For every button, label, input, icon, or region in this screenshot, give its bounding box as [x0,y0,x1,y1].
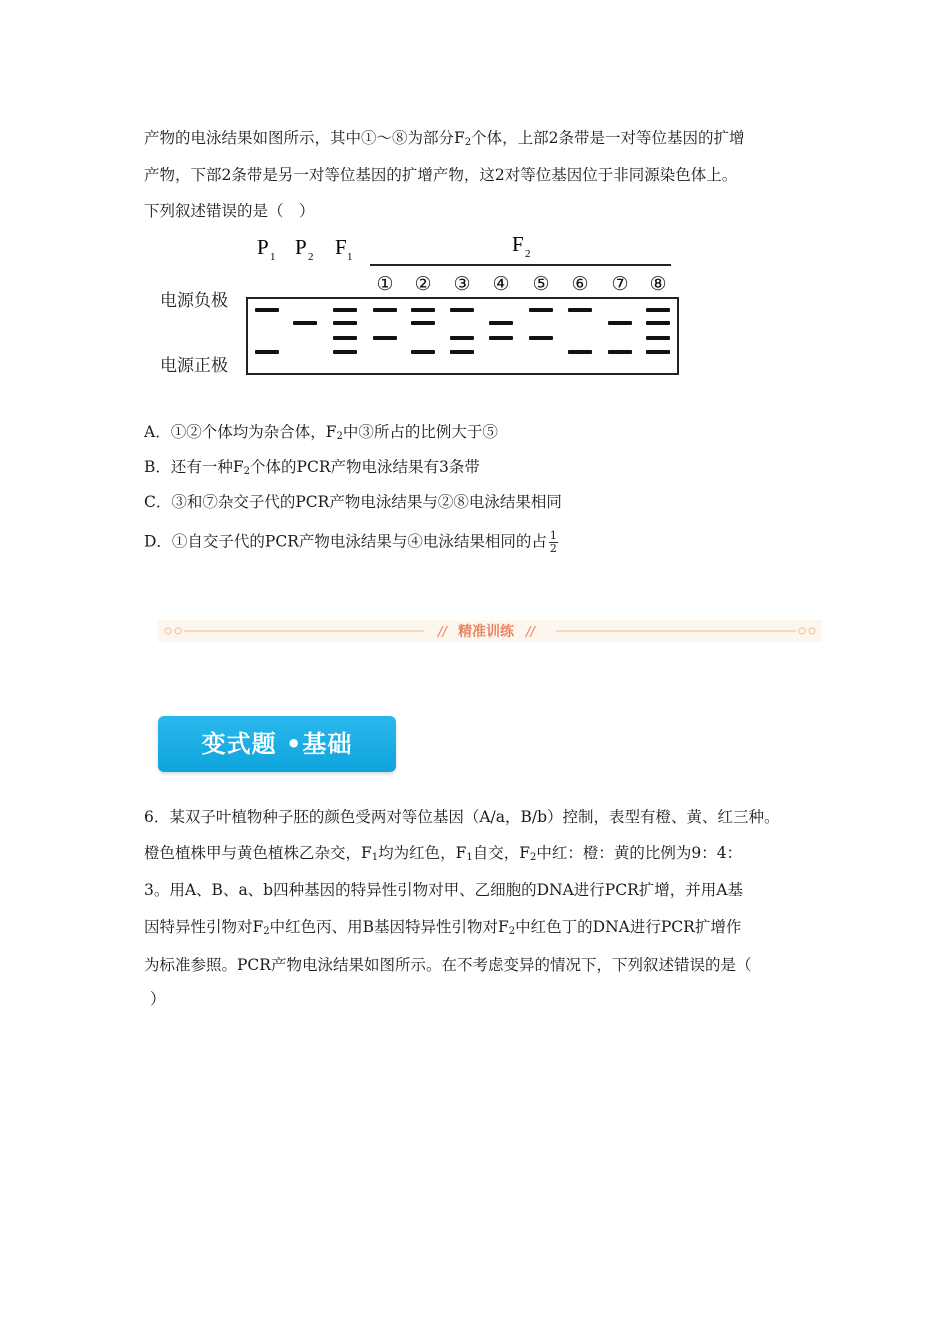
lane-label-4: ④ [492,273,510,295]
gel-band [411,308,435,312]
q6-line-3: 3。用A、B、a、b四种基因的特异性引物对甲、乙细胞的DNA进行PCR扩增，并用A基 [144,881,743,899]
section-divider [158,616,822,646]
lane-label-6: ⑥ [571,273,589,295]
gel-band [450,308,474,312]
gel-band [646,350,670,354]
option-d-text: D．①自交子代的PCR产物电泳结果与④电泳结果相同的占 [144,532,547,551]
q6-text: 中红色丙、用B基因特异性引物对F [269,918,509,936]
intro-text: 个体，上部2条带是一对等位基因的扩增 [471,129,745,147]
option-a-text: A．①②个体均为杂合体，F [144,423,337,441]
intro-line-1 [144,127,745,154]
gel-band [333,336,357,340]
q6-line-6: ） [150,990,166,1008]
label-p2: P [295,235,307,259]
option-c: C．③和⑦杂交子代的PCR产物电泳结果与②⑧电泳结果相同 [144,493,562,511]
gel-band [529,336,553,340]
gel-band [646,336,670,340]
gel-band [568,308,592,312]
gel-electrophoresis-figure [155,232,685,380]
subscript: 2 [336,431,343,442]
gel-band [333,321,357,325]
gel-band [489,321,513,325]
q6-line-4 [144,916,741,943]
lane-label-2: ② [414,273,432,295]
subscript: 2 [263,926,270,937]
fraction-numerator: 1 [549,529,557,542]
q6-line-2 [144,842,742,869]
gel-band [489,336,513,340]
fraction-denominator: 2 [549,542,557,555]
option-b [144,456,480,483]
q6-line-5: 为标准参照。PCR产物电泳结果如图所示。在不考虑变异的情况下，下列叙述错误的是（ [144,956,752,974]
gel-band [373,336,397,340]
subscript: 1 [371,852,379,863]
label-p1-sub: 1 [270,251,276,263]
lane-label-5: ⑤ [532,273,550,295]
intro-line-2: 产物，下部2条带是另一对等位基因的扩增产物，这2对等位基因位于非同源染色体上。 [144,166,738,184]
subscript: 1 [466,852,473,863]
option-b-text: B．还有一种F [144,458,244,476]
label-f2-sub: 2 [525,248,531,260]
gel-band [608,350,632,354]
label-f1: F [335,235,347,259]
subscript: 2 [464,137,472,148]
q6-text: 中红色丁的DNA进行PCR扩增作 [515,918,742,936]
option-a [144,421,498,448]
q6-text: 自交，F [472,844,531,862]
fraction-one-half [549,530,558,555]
lane-label-8: ⑧ [649,273,667,295]
label-f1-sub: 1 [347,251,353,263]
gel-band [255,350,279,354]
q6-text: 均为红色，F [378,844,467,862]
gel-band [646,321,670,325]
lane-label-1: ① [376,273,394,295]
option-a-text: 中③所占的比例大于⑤ [342,423,498,441]
variant-question-badge: 变式题 •基础 [158,716,396,772]
positive-pole-label: 电源正极 [160,356,228,376]
intro-line-3: 下列叙述错误的是（ ） [144,202,315,220]
divider-slash-icon: // [526,625,535,640]
subscript: 2 [243,466,251,477]
gel-band [373,308,397,312]
q6-text: 中红：橙：黄的比例为9：4： [536,844,743,862]
lane-label-3: ③ [453,273,471,295]
gel-band [255,308,279,312]
subscript: 2 [508,926,516,937]
lane-label-7: ⑦ [611,273,629,295]
intro-text: 产物的电泳结果如图所示，其中①～⑧为部分F [144,129,465,147]
subscript: 2 [530,852,537,863]
q6-line-1: 6．某双子叶植物种子胚的颜色受两对等位基因（A/a，B/b）控制，表型有橙、黄、红三种。 [144,808,780,826]
gel-band [608,321,632,325]
gel-band [293,321,317,325]
label-f2: F [512,232,524,256]
gel-band [646,308,670,312]
gel-band [411,350,435,354]
gel-band [568,350,592,354]
gel-band [411,321,435,325]
gel-band [450,350,474,354]
label-p2-sub: 2 [308,251,314,263]
divider-title: 精准训练 [458,624,514,640]
gel-band [333,350,357,354]
gel-band [333,308,357,312]
gel-band [529,308,553,312]
divider-slash-icon: // [438,625,447,640]
q6-text: 因特异性引物对F [144,918,264,936]
negative-pole-label: 电源负极 [160,291,228,311]
label-p1: P [257,235,269,259]
q6-text: 橙色植株甲与黄色植株乙杂交，F [144,844,372,862]
option-b-text: 个体的PCR产物电泳结果有3条带 [250,458,480,476]
gel-band [450,336,474,340]
option-d [144,530,558,555]
